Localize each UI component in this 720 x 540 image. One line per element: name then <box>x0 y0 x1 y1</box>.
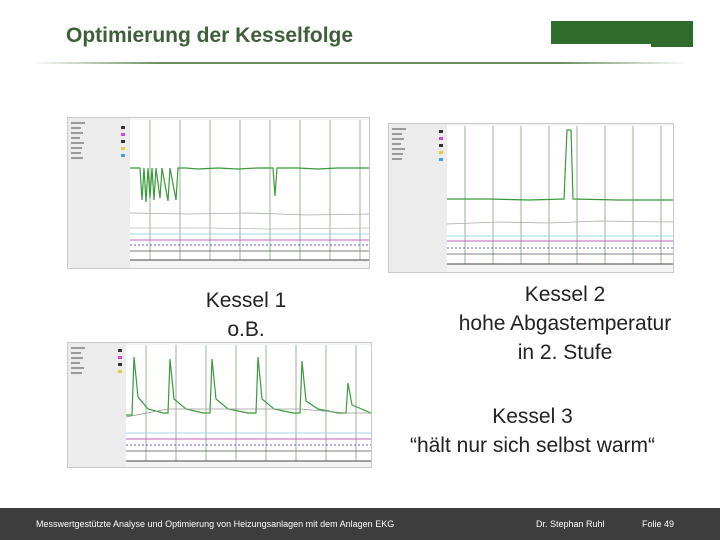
kessel1-measurement-chart <box>67 117 370 269</box>
footer-subject: Messwertgestützte Analyse und Optimierung von Heizungsanlagen mit dem Anlagen EKG <box>36 519 395 529</box>
footer-author: Dr. Stephan Ruhl <box>536 519 605 529</box>
kessel3-measurement-chart <box>67 342 372 468</box>
kessel2-caption: Kessel 2 hohe Abgastemperatur in 2. Stufe <box>458 283 672 364</box>
kessel3-caption: Kessel 3 “hält nur sich selbst warm“ <box>409 405 656 457</box>
kessel1-caption: Kessel 1 o.B. <box>205 289 287 341</box>
slide-title: Optimierung der Kesselfolge <box>66 24 354 47</box>
kessel2-measurement-chart <box>388 123 674 273</box>
kessel2-chart-graphic <box>389 124 674 273</box>
kessel1-chart-graphic <box>68 118 370 269</box>
logo-block <box>551 21 693 47</box>
title-divider <box>30 61 690 65</box>
footer-page-number: Folie 49 <box>642 519 675 529</box>
kessel3-chart-graphic <box>68 343 372 468</box>
footer-bar <box>0 508 720 540</box>
